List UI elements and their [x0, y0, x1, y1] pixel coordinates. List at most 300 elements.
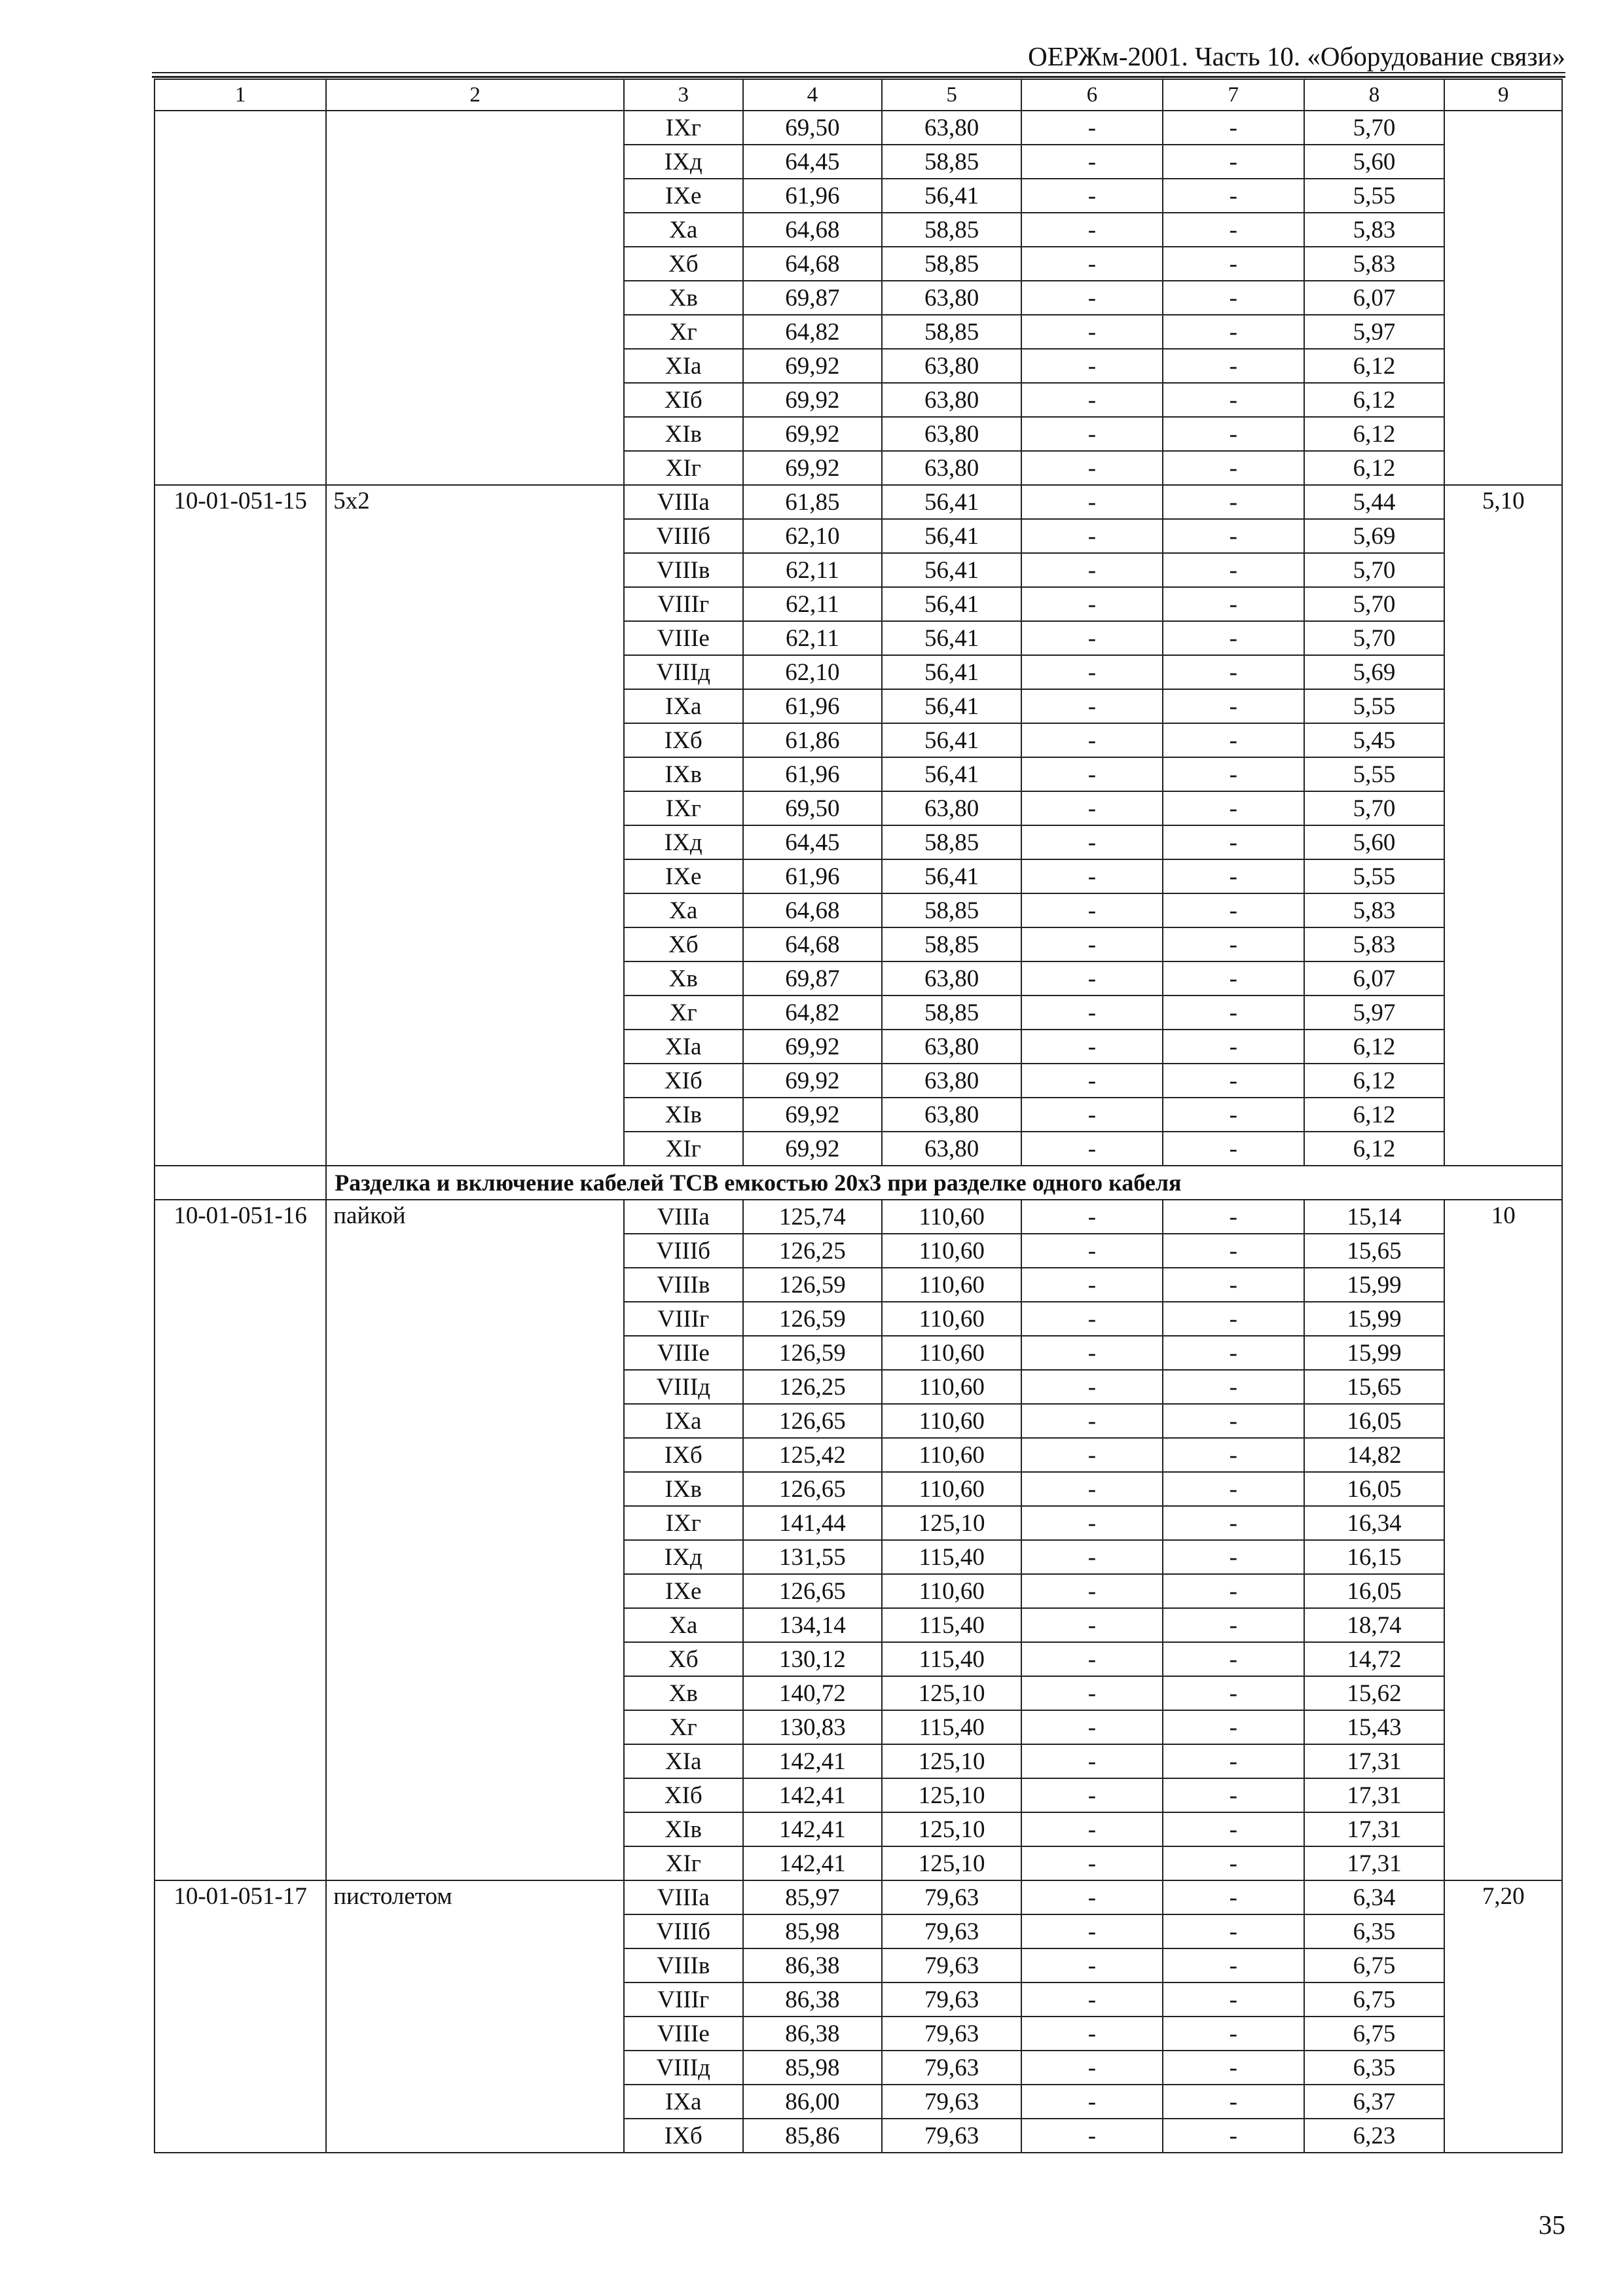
- zone-cell: Xв: [624, 281, 743, 315]
- driver-wage-cell: -: [1163, 1676, 1304, 1710]
- labor-hours-cell: 10: [1444, 1200, 1562, 1880]
- driver-wage-cell: -: [1163, 1030, 1304, 1064]
- labor-cost-cell: 56,41: [882, 757, 1021, 791]
- machine-cost-cell: -: [1021, 2017, 1163, 2051]
- machine-cost-cell: -: [1021, 1302, 1163, 1336]
- driver-wage-cell: -: [1163, 1812, 1304, 1846]
- driver-wage-cell: -: [1163, 2085, 1304, 2119]
- machine-cost-cell: -: [1021, 927, 1163, 961]
- machine-cost-cell: -: [1021, 485, 1163, 519]
- materials-cost-cell: 6,75: [1304, 1948, 1445, 1982]
- machine-cost-cell: -: [1021, 1676, 1163, 1710]
- materials-cost-cell: 5,97: [1304, 996, 1445, 1030]
- machine-cost-cell: -: [1021, 723, 1163, 757]
- total-cost-cell: 61,86: [743, 723, 883, 757]
- total-cost-cell: 85,86: [743, 2119, 883, 2153]
- total-cost-cell: 62,11: [743, 553, 883, 587]
- labor-cost-cell: 79,63: [882, 1914, 1021, 1948]
- machine-cost-cell: -: [1021, 621, 1163, 655]
- total-cost-cell: 61,85: [743, 485, 883, 519]
- rate-code-cell: [155, 111, 326, 485]
- materials-cost-cell: 15,65: [1304, 1370, 1445, 1404]
- machine-cost-cell: -: [1021, 1268, 1163, 1302]
- driver-wage-cell: -: [1163, 1710, 1304, 1744]
- driver-wage-cell: -: [1163, 383, 1304, 417]
- section-heading: Разделка и включение кабелей ТСВ емкостью 20х3 при разделке одного кабеля: [326, 1166, 1562, 1200]
- total-cost-cell: 69,92: [743, 1132, 883, 1166]
- machine-cost-cell: -: [1021, 587, 1163, 621]
- work-name-cell: 5х2: [326, 485, 624, 1166]
- machine-cost-cell: -: [1021, 825, 1163, 859]
- column-header-2: 2: [326, 79, 624, 111]
- labor-cost-cell: 56,41: [882, 689, 1021, 723]
- labor-cost-cell: 56,41: [882, 587, 1021, 621]
- machine-cost-cell: -: [1021, 1098, 1163, 1132]
- table-row: [155, 1880, 1562, 1914]
- driver-wage-cell: -: [1163, 1234, 1304, 1268]
- driver-wage-cell: -: [1163, 757, 1304, 791]
- materials-cost-cell: 6,34: [1304, 1880, 1445, 1914]
- zone-cell: IXб: [624, 1438, 743, 1472]
- total-cost-cell: 64,68: [743, 247, 883, 281]
- machine-cost-cell: -: [1021, 1574, 1163, 1608]
- driver-wage-cell: -: [1163, 111, 1304, 145]
- machine-cost-cell: -: [1021, 247, 1163, 281]
- machine-cost-cell: -: [1021, 1506, 1163, 1540]
- materials-cost-cell: 6,75: [1304, 2017, 1445, 2051]
- driver-wage-cell: -: [1163, 1846, 1304, 1880]
- materials-cost-cell: 5,55: [1304, 757, 1445, 791]
- driver-wage-cell: -: [1163, 281, 1304, 315]
- labor-cost-cell: 58,85: [882, 825, 1021, 859]
- materials-cost-cell: 6,07: [1304, 961, 1445, 996]
- total-cost-cell: 141,44: [743, 1506, 883, 1540]
- materials-cost-cell: 6,37: [1304, 2085, 1445, 2119]
- total-cost-cell: 69,50: [743, 111, 883, 145]
- total-cost-cell: 126,25: [743, 1234, 883, 1268]
- zone-cell: VIIIд: [624, 1370, 743, 1404]
- labor-cost-cell: 79,63: [882, 2085, 1021, 2119]
- labor-cost-cell: 63,80: [882, 349, 1021, 383]
- materials-cost-cell: 5,55: [1304, 179, 1445, 213]
- labor-cost-cell: 79,63: [882, 1880, 1021, 1914]
- labor-cost-cell: 125,10: [882, 1812, 1021, 1846]
- driver-wage-cell: -: [1163, 1302, 1304, 1336]
- labor-cost-cell: 115,40: [882, 1540, 1021, 1574]
- zone-cell: XIа: [624, 349, 743, 383]
- total-cost-cell: 130,12: [743, 1642, 883, 1676]
- total-cost-cell: 62,10: [743, 519, 883, 553]
- materials-cost-cell: 5,60: [1304, 145, 1445, 179]
- total-cost-cell: 126,65: [743, 1472, 883, 1506]
- driver-wage-cell: -: [1163, 996, 1304, 1030]
- labor-cost-cell: 110,60: [882, 1200, 1021, 1234]
- work-name-cell: пистолетом: [326, 1880, 624, 2153]
- total-cost-cell: 62,11: [743, 621, 883, 655]
- materials-cost-cell: 6,12: [1304, 1064, 1445, 1098]
- total-cost-cell: 142,41: [743, 1744, 883, 1778]
- driver-wage-cell: -: [1163, 213, 1304, 247]
- total-cost-cell: 69,92: [743, 417, 883, 451]
- driver-wage-cell: -: [1163, 587, 1304, 621]
- labor-cost-cell: 79,63: [882, 2051, 1021, 2085]
- driver-wage-cell: -: [1163, 723, 1304, 757]
- labor-cost-cell: 63,80: [882, 417, 1021, 451]
- labor-hours-cell: [1444, 111, 1562, 485]
- zone-cell: IXг: [624, 111, 743, 145]
- materials-cost-cell: 6,12: [1304, 1030, 1445, 1064]
- zone-cell: VIIIг: [624, 587, 743, 621]
- total-cost-cell: 64,82: [743, 996, 883, 1030]
- labor-cost-cell: 110,60: [882, 1574, 1021, 1608]
- header-rule-thick: [152, 76, 1565, 78]
- materials-cost-cell: 5,70: [1304, 111, 1445, 145]
- table-row: [155, 485, 1562, 519]
- total-cost-cell: 85,98: [743, 1914, 883, 1948]
- labor-cost-cell: 115,40: [882, 1642, 1021, 1676]
- header-rule: [152, 72, 1565, 73]
- machine-cost-cell: -: [1021, 553, 1163, 587]
- machine-cost-cell: -: [1021, 1234, 1163, 1268]
- materials-cost-cell: 18,74: [1304, 1608, 1445, 1642]
- machine-cost-cell: -: [1021, 1914, 1163, 1948]
- labor-cost-cell: 125,10: [882, 1778, 1021, 1812]
- materials-cost-cell: 15,62: [1304, 1676, 1445, 1710]
- zone-cell: IXд: [624, 145, 743, 179]
- machine-cost-cell: -: [1021, 655, 1163, 689]
- total-cost-cell: 64,82: [743, 315, 883, 349]
- labor-hours-cell: 5,10: [1444, 485, 1562, 1166]
- total-cost-cell: 86,00: [743, 2085, 883, 2119]
- machine-cost-cell: -: [1021, 1438, 1163, 1472]
- machine-cost-cell: -: [1021, 791, 1163, 825]
- materials-cost-cell: 16,34: [1304, 1506, 1445, 1540]
- zone-cell: XIб: [624, 383, 743, 417]
- total-cost-cell: 131,55: [743, 1540, 883, 1574]
- page-number: 35: [1539, 2210, 1565, 2240]
- labor-cost-cell: 58,85: [882, 213, 1021, 247]
- machine-cost-cell: -: [1021, 1370, 1163, 1404]
- driver-wage-cell: -: [1163, 1064, 1304, 1098]
- column-header-3: 3: [624, 79, 743, 111]
- total-cost-cell: 142,41: [743, 1846, 883, 1880]
- materials-cost-cell: 5,70: [1304, 791, 1445, 825]
- driver-wage-cell: -: [1163, 247, 1304, 281]
- zone-cell: Xг: [624, 1710, 743, 1744]
- machine-cost-cell: -: [1021, 1744, 1163, 1778]
- total-cost-cell: 69,92: [743, 1030, 883, 1064]
- driver-wage-cell: -: [1163, 1200, 1304, 1234]
- driver-wage-cell: -: [1163, 1098, 1304, 1132]
- machine-cost-cell: -: [1021, 383, 1163, 417]
- rates-table: [154, 79, 1563, 2153]
- driver-wage-cell: -: [1163, 2051, 1304, 2085]
- machine-cost-cell: -: [1021, 281, 1163, 315]
- total-cost-cell: 140,72: [743, 1676, 883, 1710]
- driver-wage-cell: -: [1163, 621, 1304, 655]
- column-number-row: [155, 79, 1562, 111]
- labor-cost-cell: 56,41: [882, 723, 1021, 757]
- materials-cost-cell: 14,82: [1304, 1438, 1445, 1472]
- zone-cell: XIг: [624, 451, 743, 485]
- machine-cost-cell: -: [1021, 996, 1163, 1030]
- materials-cost-cell: 5,45: [1304, 723, 1445, 757]
- labor-cost-cell: 110,60: [882, 1336, 1021, 1370]
- materials-cost-cell: 5,83: [1304, 247, 1445, 281]
- materials-cost-cell: 5,97: [1304, 315, 1445, 349]
- materials-cost-cell: 5,69: [1304, 519, 1445, 553]
- total-cost-cell: 64,68: [743, 927, 883, 961]
- total-cost-cell: 126,59: [743, 1302, 883, 1336]
- machine-cost-cell: -: [1021, 757, 1163, 791]
- labor-cost-cell: 125,10: [882, 1744, 1021, 1778]
- labor-cost-cell: 63,80: [882, 281, 1021, 315]
- total-cost-cell: 64,68: [743, 213, 883, 247]
- rate-code-cell: 10-01-051-17: [155, 1880, 326, 2153]
- document-header-title: ОЕРЖм-2001. Часть 10. «Оборудование связи»: [1028, 41, 1565, 71]
- materials-cost-cell: 6,23: [1304, 2119, 1445, 2153]
- zone-cell: Xб: [624, 247, 743, 281]
- section-heading-row: [155, 1166, 1562, 1200]
- driver-wage-cell: -: [1163, 1744, 1304, 1778]
- zone-cell: VIIIе: [624, 1336, 743, 1370]
- driver-wage-cell: -: [1163, 1914, 1304, 1948]
- labor-cost-cell: 79,63: [882, 1948, 1021, 1982]
- driver-wage-cell: -: [1163, 1948, 1304, 1982]
- driver-wage-cell: -: [1163, 451, 1304, 485]
- total-cost-cell: 69,50: [743, 791, 883, 825]
- labor-cost-cell: 63,80: [882, 451, 1021, 485]
- labor-cost-cell: 58,85: [882, 145, 1021, 179]
- labor-cost-cell: 63,80: [882, 111, 1021, 145]
- zone-cell: Xг: [624, 315, 743, 349]
- driver-wage-cell: -: [1163, 485, 1304, 519]
- machine-cost-cell: -: [1021, 1472, 1163, 1506]
- zone-cell: VIIIв: [624, 1948, 743, 1982]
- machine-cost-cell: -: [1021, 1132, 1163, 1166]
- driver-wage-cell: -: [1163, 417, 1304, 451]
- column-header-1: 1: [155, 79, 326, 111]
- materials-cost-cell: 5,70: [1304, 587, 1445, 621]
- machine-cost-cell: -: [1021, 315, 1163, 349]
- driver-wage-cell: -: [1163, 1506, 1304, 1540]
- driver-wage-cell: -: [1163, 927, 1304, 961]
- zone-cell: XIв: [624, 1812, 743, 1846]
- machine-cost-cell: -: [1021, 1064, 1163, 1098]
- work-name-cell: [326, 111, 624, 485]
- zone-cell: VIIIе: [624, 2017, 743, 2051]
- labor-cost-cell: 110,60: [882, 1438, 1021, 1472]
- labor-cost-cell: 58,85: [882, 893, 1021, 927]
- zone-cell: VIIIд: [624, 655, 743, 689]
- total-cost-cell: 69,92: [743, 1064, 883, 1098]
- materials-cost-cell: 6,12: [1304, 1098, 1445, 1132]
- zone-cell: IXв: [624, 1472, 743, 1506]
- materials-cost-cell: 15,99: [1304, 1336, 1445, 1370]
- labor-cost-cell: 110,60: [882, 1370, 1021, 1404]
- materials-cost-cell: 5,44: [1304, 485, 1445, 519]
- zone-cell: XIг: [624, 1846, 743, 1880]
- driver-wage-cell: -: [1163, 2119, 1304, 2153]
- labor-cost-cell: 63,80: [882, 791, 1021, 825]
- labor-cost-cell: 56,41: [882, 655, 1021, 689]
- driver-wage-cell: -: [1163, 1472, 1304, 1506]
- total-cost-cell: 69,92: [743, 383, 883, 417]
- labor-cost-cell: 79,63: [882, 1982, 1021, 2017]
- driver-wage-cell: -: [1163, 1404, 1304, 1438]
- labor-hours-cell: 7,20: [1444, 1880, 1562, 2153]
- zone-cell: Xа: [624, 213, 743, 247]
- zone-cell: IXа: [624, 1404, 743, 1438]
- machine-cost-cell: -: [1021, 893, 1163, 927]
- zone-cell: XIа: [624, 1744, 743, 1778]
- machine-cost-cell: -: [1021, 1710, 1163, 1744]
- labor-cost-cell: 56,41: [882, 179, 1021, 213]
- zone-cell: IXв: [624, 757, 743, 791]
- labor-cost-cell: 63,80: [882, 1132, 1021, 1166]
- materials-cost-cell: 5,69: [1304, 655, 1445, 689]
- total-cost-cell: 86,38: [743, 1982, 883, 2017]
- total-cost-cell: 125,42: [743, 1438, 883, 1472]
- labor-cost-cell: 79,63: [882, 2119, 1021, 2153]
- column-header-7: 7: [1163, 79, 1304, 111]
- labor-cost-cell: 56,41: [882, 621, 1021, 655]
- column-header-4: 4: [743, 79, 883, 111]
- materials-cost-cell: 17,31: [1304, 1778, 1445, 1812]
- driver-wage-cell: -: [1163, 655, 1304, 689]
- zone-cell: IXд: [624, 825, 743, 859]
- zone-cell: Xг: [624, 996, 743, 1030]
- machine-cost-cell: -: [1021, 519, 1163, 553]
- total-cost-cell: 85,98: [743, 2051, 883, 2085]
- driver-wage-cell: -: [1163, 689, 1304, 723]
- materials-cost-cell: 16,05: [1304, 1472, 1445, 1506]
- labor-cost-cell: 63,80: [882, 1098, 1021, 1132]
- machine-cost-cell: -: [1021, 1030, 1163, 1064]
- zone-cell: Xб: [624, 927, 743, 961]
- zone-cell: XIб: [624, 1064, 743, 1098]
- driver-wage-cell: -: [1163, 1642, 1304, 1676]
- zone-cell: XIв: [624, 417, 743, 451]
- zone-cell: Xв: [624, 1676, 743, 1710]
- machine-cost-cell: -: [1021, 1778, 1163, 1812]
- zone-cell: VIIIе: [624, 621, 743, 655]
- total-cost-cell: 61,96: [743, 179, 883, 213]
- rate-code-cell: 10-01-051-15: [155, 485, 326, 1166]
- labor-cost-cell: 56,41: [882, 553, 1021, 587]
- column-header-5: 5: [882, 79, 1021, 111]
- driver-wage-cell: -: [1163, 2017, 1304, 2051]
- machine-cost-cell: -: [1021, 1540, 1163, 1574]
- machine-cost-cell: -: [1021, 179, 1163, 213]
- driver-wage-cell: -: [1163, 1574, 1304, 1608]
- column-header-9: 9: [1444, 79, 1562, 111]
- driver-wage-cell: -: [1163, 893, 1304, 927]
- zone-cell: VIIIб: [624, 519, 743, 553]
- column-header-8: 8: [1304, 79, 1445, 111]
- zone-cell: IXа: [624, 689, 743, 723]
- materials-cost-cell: 6,12: [1304, 451, 1445, 485]
- machine-cost-cell: -: [1021, 1642, 1163, 1676]
- total-cost-cell: 125,74: [743, 1200, 883, 1234]
- driver-wage-cell: -: [1163, 553, 1304, 587]
- labor-cost-cell: 110,60: [882, 1404, 1021, 1438]
- zone-cell: VIIIв: [624, 1268, 743, 1302]
- labor-cost-cell: 110,60: [882, 1472, 1021, 1506]
- driver-wage-cell: -: [1163, 1268, 1304, 1302]
- driver-wage-cell: -: [1163, 145, 1304, 179]
- materials-cost-cell: 15,99: [1304, 1302, 1445, 1336]
- materials-cost-cell: 5,83: [1304, 893, 1445, 927]
- materials-cost-cell: 17,31: [1304, 1744, 1445, 1778]
- zone-cell: IXб: [624, 2119, 743, 2153]
- driver-wage-cell: -: [1163, 1370, 1304, 1404]
- total-cost-cell: 69,92: [743, 349, 883, 383]
- materials-cost-cell: 5,83: [1304, 213, 1445, 247]
- zone-cell: IXа: [624, 2085, 743, 2119]
- total-cost-cell: 130,83: [743, 1710, 883, 1744]
- total-cost-cell: 86,38: [743, 1948, 883, 1982]
- machine-cost-cell: -: [1021, 1846, 1163, 1880]
- zone-cell: VIIIд: [624, 2051, 743, 2085]
- machine-cost-cell: -: [1021, 1200, 1163, 1234]
- labor-cost-cell: 110,60: [882, 1234, 1021, 1268]
- zone-cell: Xа: [624, 893, 743, 927]
- labor-cost-cell: 63,80: [882, 383, 1021, 417]
- labor-cost-cell: 63,80: [882, 961, 1021, 996]
- machine-cost-cell: -: [1021, 1608, 1163, 1642]
- table-row: [155, 111, 1562, 145]
- zone-cell: IXд: [624, 1540, 743, 1574]
- zone-cell: Xб: [624, 1642, 743, 1676]
- work-name-cell: пайкой: [326, 1200, 624, 1880]
- machine-cost-cell: -: [1021, 349, 1163, 383]
- materials-cost-cell: 16,15: [1304, 1540, 1445, 1574]
- driver-wage-cell: -: [1163, 1132, 1304, 1166]
- total-cost-cell: 61,96: [743, 689, 883, 723]
- materials-cost-cell: 16,05: [1304, 1574, 1445, 1608]
- labor-cost-cell: 110,60: [882, 1302, 1021, 1336]
- materials-cost-cell: 6,35: [1304, 1914, 1445, 1948]
- machine-cost-cell: -: [1021, 859, 1163, 893]
- zone-cell: VIIIа: [624, 1200, 743, 1234]
- materials-cost-cell: 6,12: [1304, 383, 1445, 417]
- total-cost-cell: 134,14: [743, 1608, 883, 1642]
- materials-cost-cell: 15,43: [1304, 1710, 1445, 1744]
- zone-cell: IXе: [624, 1574, 743, 1608]
- machine-cost-cell: -: [1021, 213, 1163, 247]
- total-cost-cell: 69,92: [743, 451, 883, 485]
- total-cost-cell: 62,11: [743, 587, 883, 621]
- materials-cost-cell: 15,14: [1304, 1200, 1445, 1234]
- materials-cost-cell: 5,70: [1304, 621, 1445, 655]
- materials-cost-cell: 16,05: [1304, 1404, 1445, 1438]
- machine-cost-cell: -: [1021, 1812, 1163, 1846]
- driver-wage-cell: -: [1163, 315, 1304, 349]
- zone-cell: XIа: [624, 1030, 743, 1064]
- zone-cell: XIв: [624, 1098, 743, 1132]
- labor-cost-cell: 56,41: [882, 859, 1021, 893]
- materials-cost-cell: 6,07: [1304, 281, 1445, 315]
- materials-cost-cell: 5,70: [1304, 553, 1445, 587]
- total-cost-cell: 64,45: [743, 145, 883, 179]
- total-cost-cell: 126,59: [743, 1336, 883, 1370]
- machine-cost-cell: -: [1021, 111, 1163, 145]
- total-cost-cell: 126,25: [743, 1370, 883, 1404]
- labor-cost-cell: 115,40: [882, 1608, 1021, 1642]
- total-cost-cell: 61,96: [743, 859, 883, 893]
- total-cost-cell: 86,38: [743, 2017, 883, 2051]
